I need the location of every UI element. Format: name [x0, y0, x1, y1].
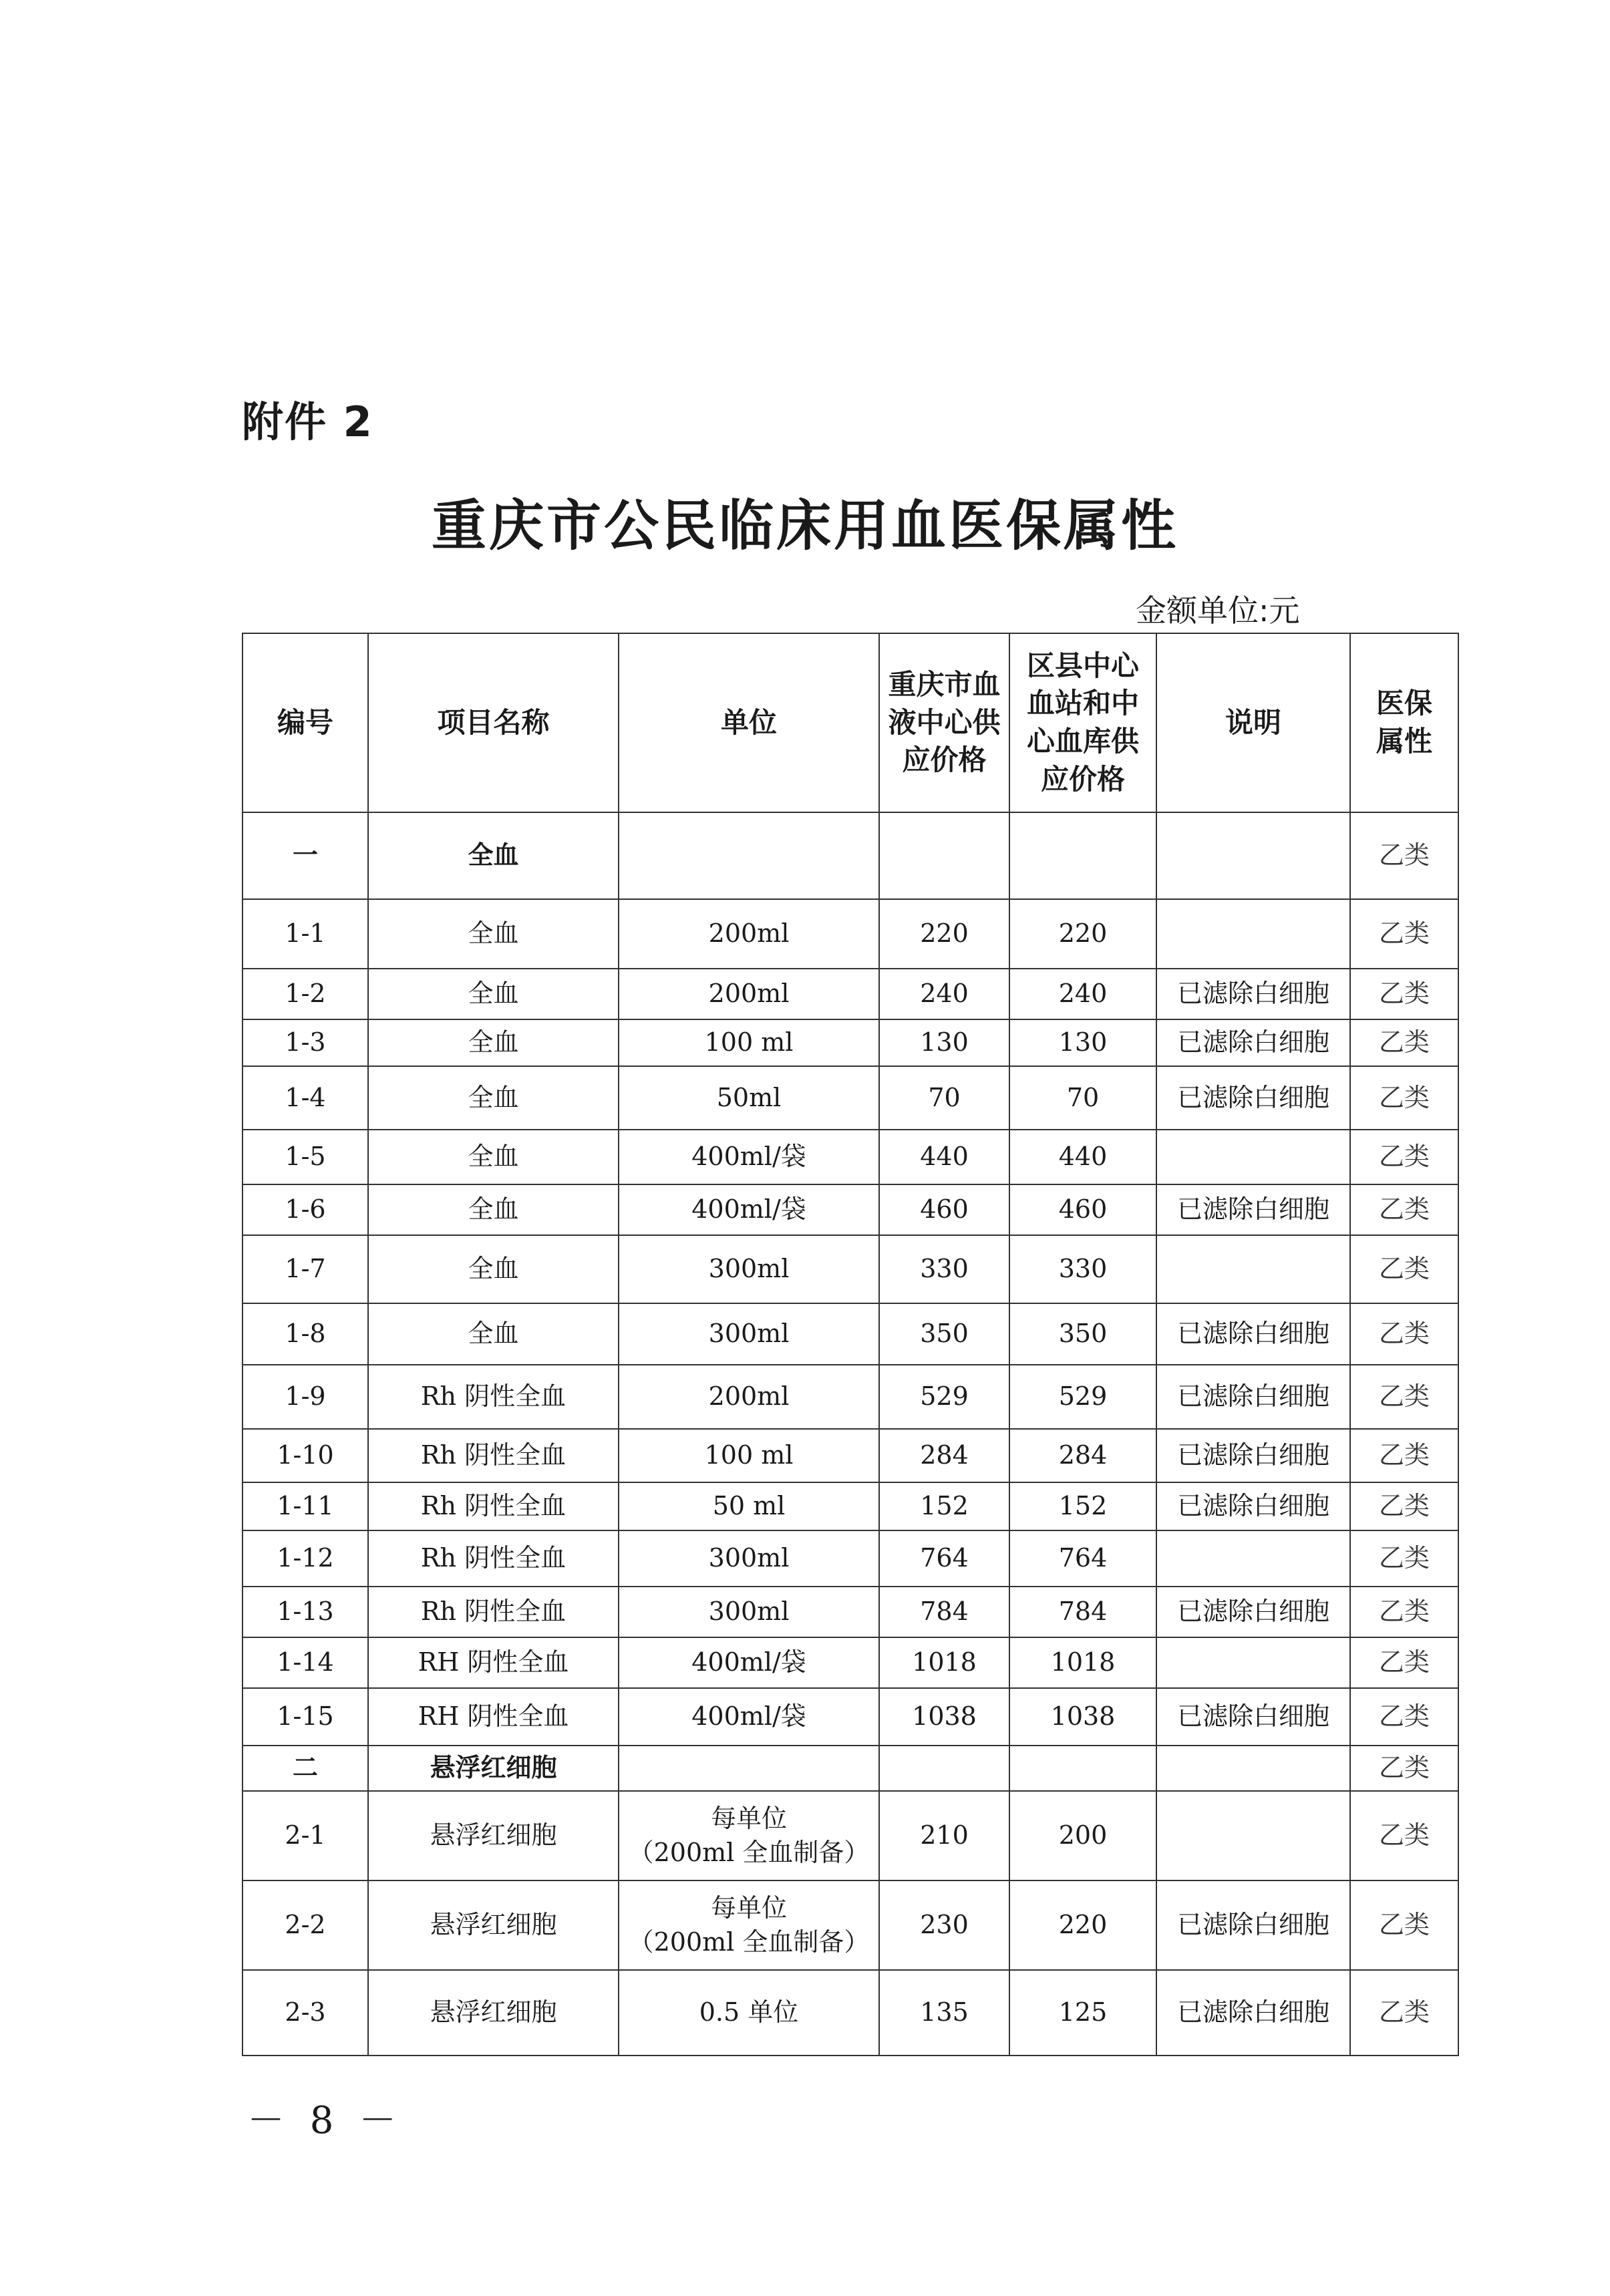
header-note: 说明 [1156, 633, 1350, 812]
cell-item-name: 全血 [368, 899, 619, 969]
cell-note [1156, 899, 1350, 969]
cell-insurance-category: 乙类 [1350, 1880, 1458, 1970]
cell-note: 已滤除白细胞 [1156, 1688, 1350, 1746]
cell-county-price: 330 [1009, 1235, 1156, 1303]
unit-line-2: （200ml 全血制备） [628, 1927, 870, 1957]
cell-city-price: 1018 [879, 1637, 1009, 1688]
table-row [243, 1482, 1458, 1530]
cell-city-price: 764 [879, 1530, 1009, 1587]
table-section-row [243, 812, 1458, 899]
cell-insurance-category: 乙类 [1350, 1688, 1458, 1746]
cell-unit: 300ml [619, 1303, 879, 1365]
header-number: 编号 [243, 633, 368, 812]
cell-city-price: 240 [879, 969, 1009, 1019]
cell-city-price: 1038 [879, 1688, 1009, 1746]
cell-number: 1-5 [243, 1130, 368, 1184]
cell-number: 一 [243, 812, 368, 899]
cell-item-name: 全血 [368, 1303, 619, 1365]
cell-insurance-category: 乙类 [1350, 1235, 1458, 1303]
cell-note: 已滤除白细胞 [1156, 1066, 1350, 1130]
cell-number: 1-4 [243, 1066, 368, 1130]
cell-note: 已滤除白细胞 [1156, 969, 1350, 1019]
cell-city-price: 135 [879, 1970, 1009, 2056]
cell-number: 1-15 [243, 1688, 368, 1746]
cell-insurance-category: 乙类 [1350, 1530, 1458, 1587]
amount-unit-note: 金额单位:元 [1136, 593, 1300, 629]
cell-county-price: 220 [1009, 1880, 1156, 1970]
cell-city-price: 220 [879, 899, 1009, 969]
table-row [243, 1019, 1458, 1066]
cell-unit: 100 ml [619, 1019, 879, 1066]
cell-unit: 300ml [619, 1587, 879, 1637]
unit-line-1: 每单位 [710, 1893, 787, 1923]
cell-county-price [1009, 812, 1156, 899]
cell-number: 1-14 [243, 1637, 368, 1688]
cell-item-name: Rh 阴性全血 [368, 1365, 619, 1429]
cell-number: 2-2 [243, 1880, 368, 1970]
cell-city-price [879, 812, 1009, 899]
cell-item-name: 全血 [368, 1066, 619, 1130]
cell-county-price: 460 [1009, 1184, 1156, 1235]
cell-number: 二 [243, 1746, 368, 1791]
header-county-station-price: 区县中心血站和中心血库供应价格 [1009, 633, 1156, 812]
cell-unit: 200ml [619, 899, 879, 969]
cell-insurance-category: 乙类 [1350, 1429, 1458, 1482]
cell-number: 2-3 [243, 1970, 368, 2056]
cell-item-name: 全血 [368, 812, 619, 899]
cell-unit [619, 1880, 879, 1970]
cell-item-name: 全血 [368, 969, 619, 1019]
cell-note [1156, 1637, 1350, 1688]
cell-unit: 200ml [619, 969, 879, 1019]
cell-insurance-category: 乙类 [1350, 1970, 1458, 2056]
table-section-row [243, 1746, 1458, 1791]
table-row [243, 1365, 1458, 1429]
table-row [243, 1587, 1458, 1637]
cell-insurance-category: 乙类 [1350, 1130, 1458, 1184]
cell-insurance-category: 乙类 [1350, 1791, 1458, 1880]
table-row [243, 1637, 1458, 1688]
cell-unit: 50 ml [619, 1482, 879, 1530]
cell-number: 1-1 [243, 899, 368, 969]
cell-item-name: Rh 阴性全血 [368, 1587, 619, 1637]
cell-insurance-category: 乙类 [1350, 1303, 1458, 1365]
cell-item-name: 悬浮红细胞 [368, 1970, 619, 2056]
cell-county-price: 130 [1009, 1019, 1156, 1066]
cell-city-price: 784 [879, 1587, 1009, 1637]
cell-unit: 400ml/袋 [619, 1184, 879, 1235]
cell-note [1156, 1746, 1350, 1791]
cell-city-price: 70 [879, 1066, 1009, 1130]
attachment-label: 附件 2 [242, 397, 373, 446]
table-row [243, 1066, 1458, 1130]
cell-note: 已滤除白细胞 [1156, 1365, 1350, 1429]
cell-number: 1-2 [243, 969, 368, 1019]
cell-number: 1-13 [243, 1587, 368, 1637]
cell-item-name: RH 阴性全血 [368, 1688, 619, 1746]
cell-item-name: Rh 阴性全血 [368, 1530, 619, 1587]
cell-unit: 300ml [619, 1235, 879, 1303]
cell-number: 1-3 [243, 1019, 368, 1066]
table-row [243, 1688, 1458, 1746]
table-row [243, 1235, 1458, 1303]
blood-price-table [242, 633, 1459, 2056]
cell-item-name: 全血 [368, 1235, 619, 1303]
cell-number: 1-6 [243, 1184, 368, 1235]
cell-city-price: 152 [879, 1482, 1009, 1530]
cell-city-price: 440 [879, 1130, 1009, 1184]
cell-item-name: 悬浮红细胞 [368, 1746, 619, 1791]
cell-city-price: 529 [879, 1365, 1009, 1429]
cell-insurance-category: 乙类 [1350, 1066, 1458, 1130]
cell-county-price: 784 [1009, 1587, 1156, 1637]
cell-city-price: 130 [879, 1019, 1009, 1066]
cell-insurance-category: 乙类 [1350, 1482, 1458, 1530]
cell-note [1156, 1530, 1350, 1587]
cell-note: 已滤除白细胞 [1156, 1429, 1350, 1482]
cell-unit: 0.5 单位 [619, 1970, 879, 2056]
cell-unit: 400ml/袋 [619, 1688, 879, 1746]
cell-item-name: 悬浮红细胞 [368, 1791, 619, 1880]
table-row [243, 1530, 1458, 1587]
cell-insurance-category: 乙类 [1350, 1365, 1458, 1429]
cell-city-price: 210 [879, 1791, 1009, 1880]
unit-line-1: 每单位 [710, 1803, 787, 1833]
page-number: － 8 － [247, 2099, 404, 2142]
cell-item-name: Rh 阴性全血 [368, 1482, 619, 1530]
cell-unit [619, 1791, 879, 1880]
header-unit: 单位 [619, 633, 879, 812]
cell-number: 2-1 [243, 1791, 368, 1880]
cell-note [1156, 1791, 1350, 1880]
cell-number: 1-11 [243, 1482, 368, 1530]
cell-city-price: 330 [879, 1235, 1009, 1303]
cell-note: 已滤除白细胞 [1156, 1482, 1350, 1530]
table-row [243, 1880, 1458, 1970]
header-city-center-price: 重庆市血液中心供应价格 [879, 633, 1009, 812]
table-row [243, 1130, 1458, 1184]
cell-county-price: 220 [1009, 899, 1156, 969]
table-row [243, 1970, 1458, 2056]
cell-item-name: 全血 [368, 1019, 619, 1066]
cell-insurance-category: 乙类 [1350, 1019, 1458, 1066]
cell-county-price: 200 [1009, 1791, 1156, 1880]
cell-unit: 50ml [619, 1066, 879, 1130]
cell-insurance-category: 乙类 [1350, 1637, 1458, 1688]
table-body [243, 812, 1458, 2056]
cell-county-price: 1018 [1009, 1637, 1156, 1688]
cell-county-price [1009, 1746, 1156, 1791]
cell-insurance-category: 乙类 [1350, 969, 1458, 1019]
cell-number: 1-10 [243, 1429, 368, 1482]
cell-note [1156, 1235, 1350, 1303]
cell-city-price: 230 [879, 1880, 1009, 1970]
cell-unit: 400ml/袋 [619, 1130, 879, 1184]
cell-number: 1-9 [243, 1365, 368, 1429]
table-row [243, 1303, 1458, 1365]
cell-city-price: 350 [879, 1303, 1009, 1365]
header-item-name: 项目名称 [368, 633, 619, 812]
cell-item-name: Rh 阴性全血 [368, 1429, 619, 1482]
cell-county-price: 350 [1009, 1303, 1156, 1365]
cell-county-price: 240 [1009, 969, 1156, 1019]
cell-county-price: 70 [1009, 1066, 1156, 1130]
header-insurance-category: 医保属性 [1350, 633, 1458, 812]
cell-note: 已滤除白细胞 [1156, 1019, 1350, 1066]
cell-note [1156, 812, 1350, 899]
cell-number: 1-12 [243, 1530, 368, 1587]
cell-unit: 100 ml [619, 1429, 879, 1482]
cell-note: 已滤除白细胞 [1156, 1184, 1350, 1235]
cell-city-price: 284 [879, 1429, 1009, 1482]
cell-number: 1-7 [243, 1235, 368, 1303]
cell-county-price: 1038 [1009, 1688, 1156, 1746]
table-header-row [243, 633, 1458, 812]
cell-item-name: 全血 [368, 1130, 619, 1184]
cell-unit: 200ml [619, 1365, 879, 1429]
cell-unit [619, 1746, 879, 1791]
cell-note [1156, 1130, 1350, 1184]
table-row [243, 1184, 1458, 1235]
cell-county-price: 529 [1009, 1365, 1156, 1429]
cell-city-price: 460 [879, 1184, 1009, 1235]
cell-county-price: 440 [1009, 1130, 1156, 1184]
cell-note: 已滤除白细胞 [1156, 1970, 1350, 2056]
cell-unit: 300ml [619, 1530, 879, 1587]
cell-county-price: 284 [1009, 1429, 1156, 1482]
cell-note: 已滤除白细胞 [1156, 1303, 1350, 1365]
cell-unit: 400ml/袋 [619, 1637, 879, 1688]
unit-line-2: （200ml 全血制备） [628, 1838, 870, 1867]
cell-county-price: 152 [1009, 1482, 1156, 1530]
cell-note: 已滤除白细胞 [1156, 1880, 1350, 1970]
cell-note: 已滤除白细胞 [1156, 1587, 1350, 1637]
table-row [243, 1791, 1458, 1880]
cell-item-name: RH 阴性全血 [368, 1637, 619, 1688]
cell-number: 1-8 [243, 1303, 368, 1365]
cell-item-name: 悬浮红细胞 [368, 1880, 619, 1970]
cell-insurance-category: 乙类 [1350, 1184, 1458, 1235]
cell-item-name: 全血 [368, 1184, 619, 1235]
document-title: 重庆市公民临床用血医保属性 [431, 494, 1178, 558]
cell-city-price [879, 1746, 1009, 1791]
table-row [243, 899, 1458, 969]
cell-insurance-category: 乙类 [1350, 1587, 1458, 1637]
table-row [243, 1429, 1458, 1482]
cell-insurance-category: 乙类 [1350, 812, 1458, 899]
cell-insurance-category: 乙类 [1350, 1746, 1458, 1791]
cell-insurance-category: 乙类 [1350, 899, 1458, 969]
cell-county-price: 764 [1009, 1530, 1156, 1587]
cell-unit [619, 812, 879, 899]
table-row [243, 969, 1458, 1019]
cell-county-price: 125 [1009, 1970, 1156, 2056]
